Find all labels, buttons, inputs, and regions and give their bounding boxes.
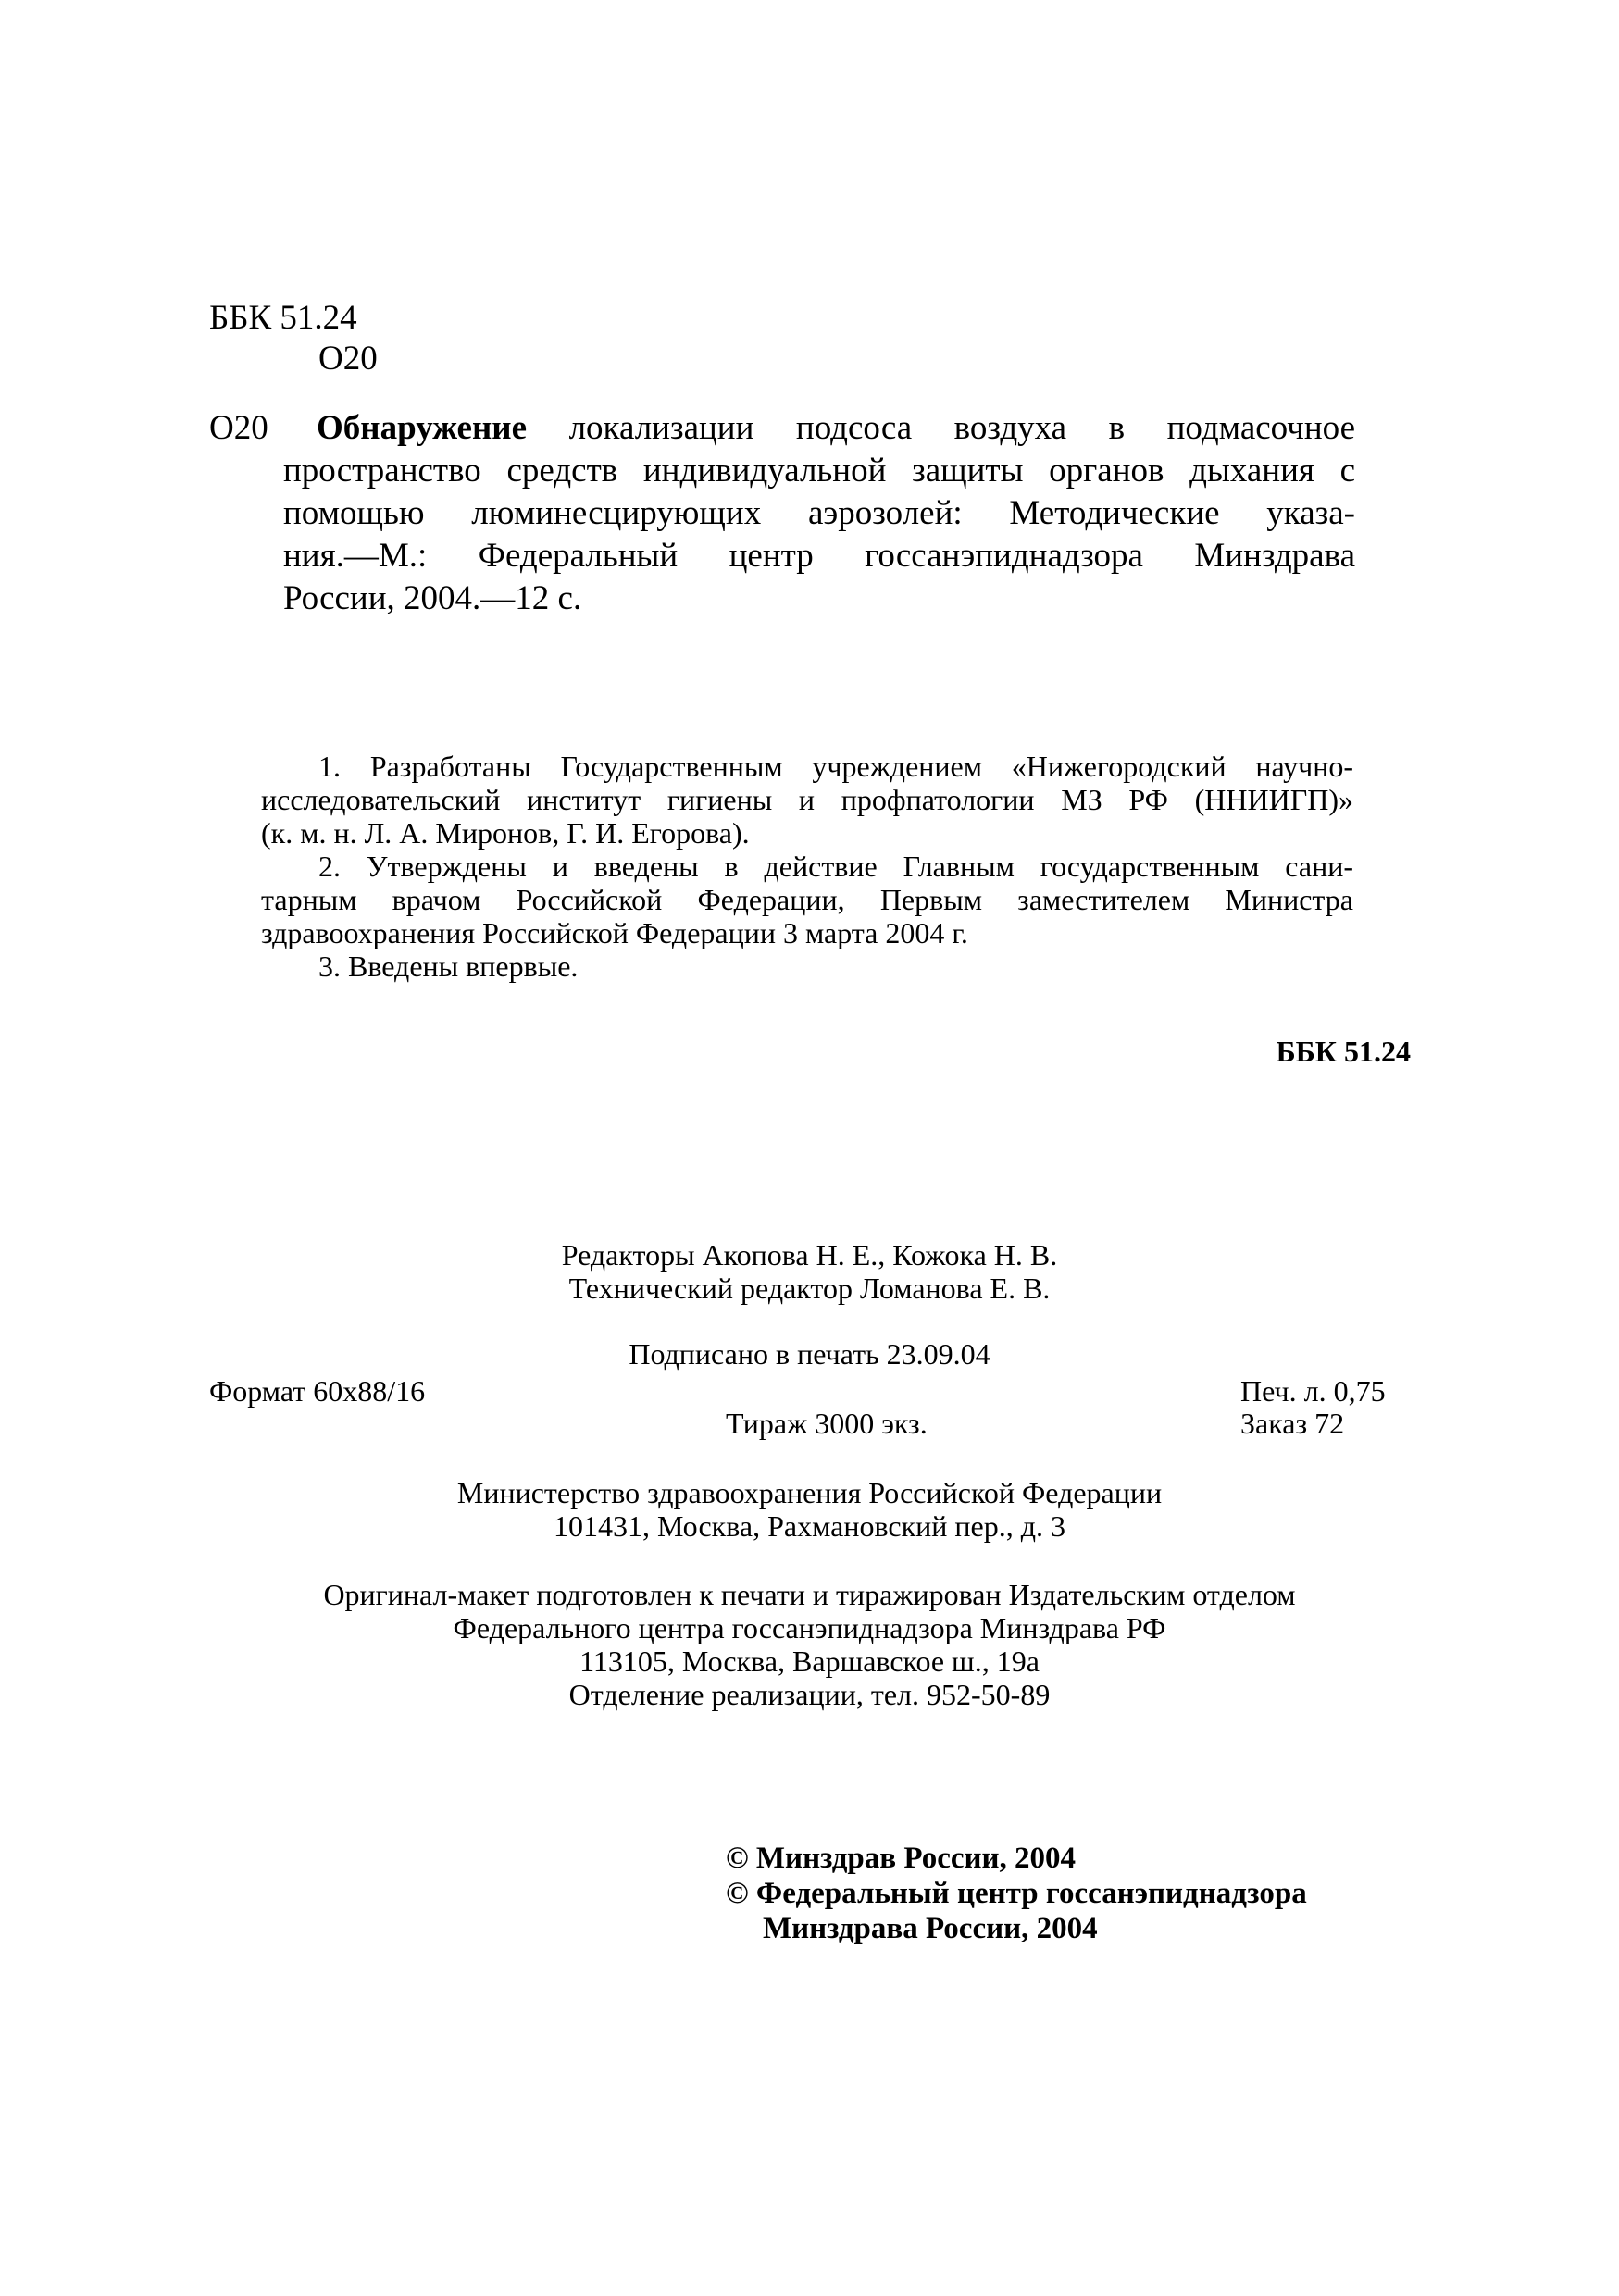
note-1-line-2: исследовательский институт гигиены и профпатологии МЗ РФ (ННИИГП)»	[261, 783, 1353, 816]
biblio-code: О20	[209, 409, 268, 447]
biblio-line-1	[317, 407, 1355, 450]
notes-list	[261, 750, 1353, 983]
author-mark: О20	[318, 340, 378, 378]
biblio-line-1-rest: локализации подсоса воздуха в подмасочное	[568, 409, 1355, 447]
biblio-line-3: помощью люминесцирующих аэрозолей: Методические указа-	[283, 494, 1355, 532]
biblio-line-4: ния.—М.: Федеральный центр госсанэпиднадзора Минздрава	[283, 537, 1355, 575]
biblio-title: Обнаружение	[317, 409, 528, 447]
print-sheets: Печ. л. 0,75	[1240, 1374, 1386, 1408]
note-1-line-1: 1. Разработаны Государственным учреждением «Нижегородский научно-	[318, 750, 1353, 783]
publisher-line-2: Федерального центра госсанэпиднадзора Минздрава РФ	[453, 1611, 1166, 1644]
note-2-line-2: тарным врачом Российской Федерации, Первым заместителем Министра	[261, 883, 1353, 916]
biblio-line-5: России, 2004.—12 с.	[283, 579, 582, 617]
circulation: Тираж 3000 экз.	[726, 1407, 928, 1440]
note-1-line-3: (к. м. н. Л. А. Миронов, Г. И. Егорова).	[261, 816, 750, 850]
bibliographic-description	[209, 407, 1355, 620]
bbk-code: ББК 51.24	[209, 299, 357, 337]
technical-editor: Технический редактор Ломанова Е. В.	[568, 1272, 1051, 1305]
note-2-line-1: 2. Утверждены и введены в действие Главным государственным сани-	[318, 850, 1353, 883]
copyright-2: © Федеральный центр госсанэпиднадзора	[726, 1877, 1307, 1910]
bbk-code-right: ББК 51.24	[1276, 1035, 1411, 1068]
note-2-line-3: здравоохранения Российской Федерации 3 марта 2004 г.	[261, 916, 968, 949]
copyright-1: © Минздрав России, 2004	[726, 1842, 1077, 1875]
signed-date: Подписано в печать 23.09.04	[629, 1337, 990, 1371]
note-3: 3. Введены впервые.	[318, 949, 579, 983]
publisher-line-3: 113105, Москва, Варшавское ш., 19а	[579, 1644, 1040, 1678]
ministry-name: Министерство здравоохранения Российской Федерации	[456, 1476, 1163, 1509]
format: Формат 60х88/16	[209, 1374, 426, 1408]
order-number: Заказ 72	[1240, 1407, 1345, 1440]
biblio-line-2: пространство средств индивидуальной защиты органов дыхания с	[283, 452, 1355, 490]
copyright-3: Минздрава России, 2004	[763, 1912, 1098, 1945]
editors: Редакторы Акопова Н. Е., Кожока Н. В.	[561, 1238, 1058, 1272]
publisher-line-4: Отделение реализации, тел. 952-50-89	[568, 1678, 1051, 1711]
publisher-line-1: Оригинал-макет подготовлен к печати и тиражирован Издательским отделом	[323, 1578, 1296, 1611]
ministry-address: 101431, Москва, Рахмановский пер., д. 3	[554, 1509, 1065, 1543]
